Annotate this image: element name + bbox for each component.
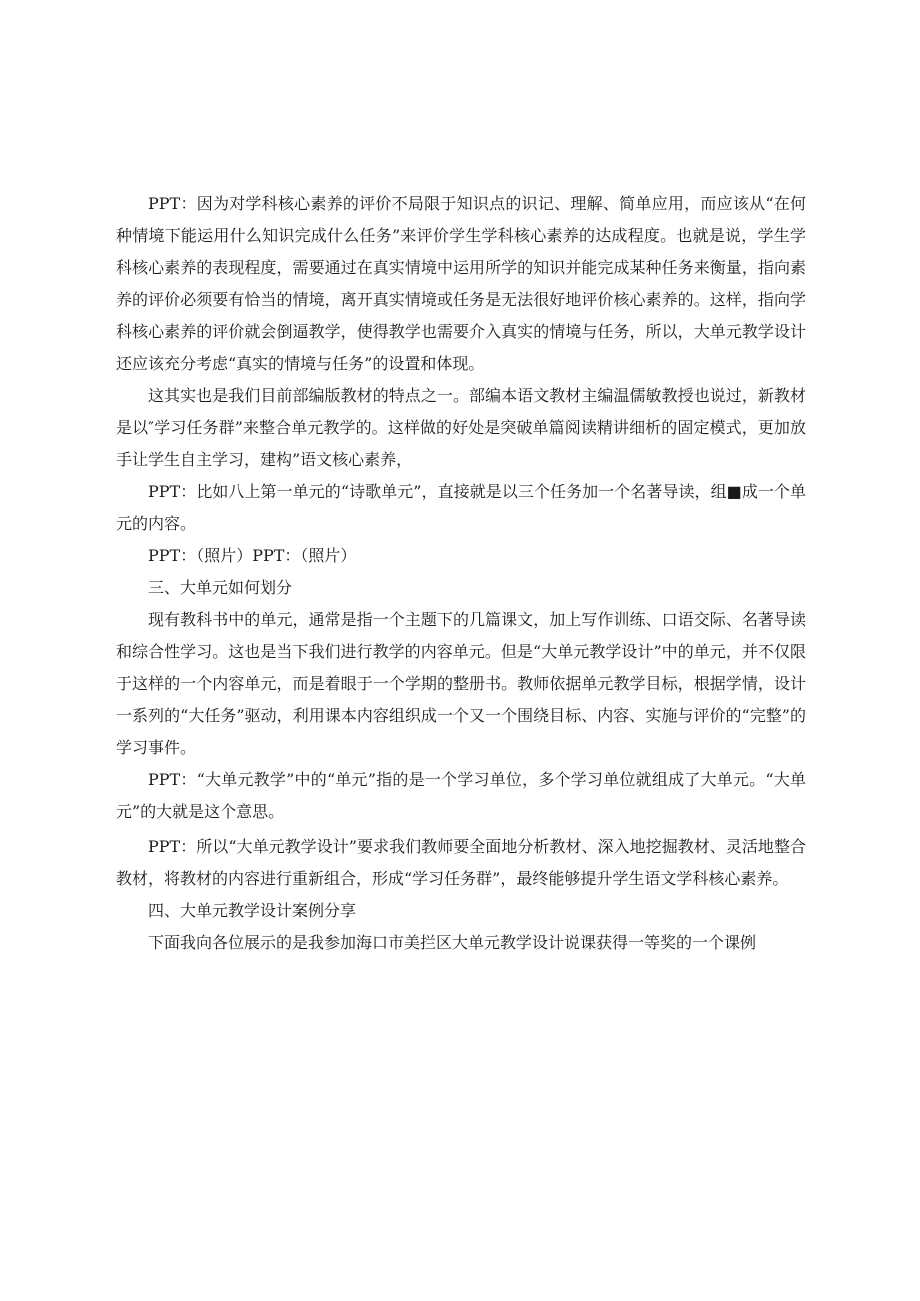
document-page — [116, 188, 806, 959]
paragraph-current-units: 现有教科书中的单元，通常是指一个主题下的几篇课文，加上写作训练、口语交际、名著导读和综合性学习。这也是当下我们进行教学的内容单元。但是“大单元教学设计”中的单元，并不仅限于这样的一个内容单元，而是着眼于一个学期的整册书。教师依据单元教学目标，根据学情，设计一系列的“大任务”驱动，利用课本内容组织成一个又一个围绕目标、内容、实施与评价的“完整”的学习事件。 — [116, 610, 806, 757]
paragraph-textbook-features: 这其实也是我们目前部编版教材的特点之一。部编本语文教材主编温儒敏教授也说过，新教材是以″学习任务群”来整合单元教学的。这样做的好处是突破单篇阅读精讲细析的固定模式，更加放手让学生自主学习，建构”语文核心素养， — [116, 386, 806, 469]
paragraph-ppt-photos: PPT：（照片）PPT：（照片） — [148, 546, 357, 565]
section-heading-unit-division: 三、大单元如何划分 — [148, 578, 293, 597]
paragraph-ppt-design-requirements: PPT：所以“大单元教学设计”要求我们教师要全面地分析教材、深入地挖掘教材、灵活地整合教材，将教材的内容进行重新组合，形成“学习任务群”，最终能够提升学生语文学科核心素养。 — [116, 837, 806, 888]
section-heading-case-sharing: 四、大单元教学设计案例分享 — [148, 901, 357, 920]
paragraph-ppt-evaluation: PPT：因为对学科核心素养的评价不局限于知识点的识记、理解、简单应用，而应该从“在何种情境下能运用什么知识完成什么任务”来评价学生学科核心素养的达成程度。也就是说，学生学科核心素养的表现程度，需要通过在真实情境中运用所学的知识并能完成某种任务来衡量，指向素养的评价必须要有恰当的情境，离开真实情境或任务是无法很好地评价核心素养的。这样，指向学科核心素养的评价就会倒逼教学，使得教学也需要介入真实的情境与任务，所以，大单元教学设计还应该充分考虑“真实的情境与任务”的设置和体现。 — [116, 194, 806, 373]
paragraph-case-intro: 下面我向各位展示的是我参加海口市美拦区大单元教学设计说课获得一等奖的一个课例 — [148, 933, 757, 952]
paragraph-ppt-poetry-unit: PPT：比如八上第一单元的“诗歌单元”，直接就是以三个任务加一个名著导读，组■成一个单元的内容。 — [116, 482, 806, 533]
paragraph-ppt-unit-meaning: PPT：“大单元教学”中的“单元”指的是一个学习单位，多个学习单位就组成了大单元。“大单元”的大就是这个意思。 — [116, 770, 806, 821]
